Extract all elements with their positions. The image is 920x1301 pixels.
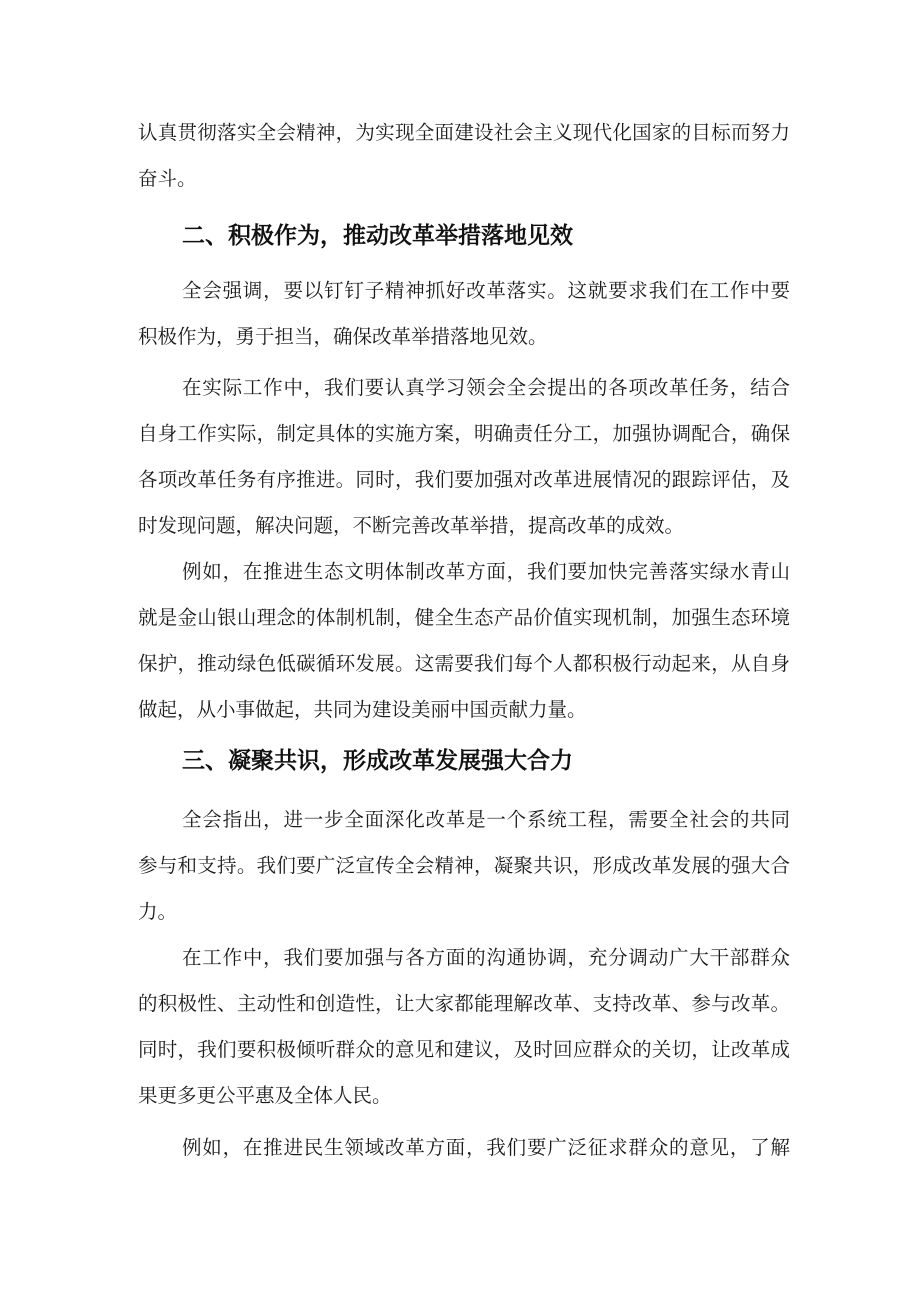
text-line: 例如，在推进生态文明体制改革方面，我们要加快完善落实绿水青山 <box>182 560 790 583</box>
text-line: 奋斗。 <box>138 167 197 190</box>
section-heading-3: 三、凝聚共识，形成改革发展强大合力 <box>182 748 573 774</box>
paragraph <box>138 549 790 733</box>
section-heading-2: 二、积极作为，推动改革举措落地见效 <box>182 223 573 249</box>
paragraph <box>138 1125 790 1171</box>
text-line: 果更多更公平惠及全体人民。 <box>138 1084 392 1107</box>
text-line: 同时，我们要积极倾听群众的意见和建议，及时回应群众的关切，让改革成 <box>138 1038 790 1061</box>
text-line: 各项改革任务有序推进。同时，我们要加强对改革进展情况的跟踪评估，及 <box>138 468 790 491</box>
paragraph <box>138 797 790 935</box>
text-line: 积极作为，勇于担当，确保改革举措落地见效。 <box>138 325 548 348</box>
text-line: 做起，从小事做起，共同为建设美丽中国贡献力量。 <box>138 698 587 721</box>
paragraph-continuation <box>138 110 790 202</box>
text-line: 就是金山银山理念的体制机制，健全生态产品价值实现机制，加强生态环境 <box>138 606 790 629</box>
text-line: 时发现问题，解决问题，不断完善改革举措，提高改革的成效。 <box>138 514 685 537</box>
paragraph <box>138 268 790 360</box>
text-line: 在实际工作中，我们要认真学习领会全会提出的各项改革任务，结合 <box>182 376 790 399</box>
text-line: 自身工作实际，制定具体的实施方案，明确责任分工，加强协调配合，确保 <box>138 422 790 445</box>
text-line: 参与和支持。我们要广泛宣传全会精神，凝聚共识，形成改革发展的强大合 <box>138 854 790 877</box>
text-line: 例如，在推进民生领域改革方面，我们要广泛征求群众的意见，了解 <box>182 1136 790 1159</box>
text-line: 保护，推动绿色低碳循环发展。这需要我们每个人都积极行动起来，从自身 <box>138 652 790 675</box>
text-line: 在工作中，我们要加强与各方面的沟通协调，充分调动广大干部群众 <box>182 946 790 969</box>
text-line: 全会指出，进一步全面深化改革是一个系统工程，需要全社会的共同 <box>182 808 790 831</box>
paragraph <box>138 365 790 549</box>
text-line: 全会强调，要以钉钉子精神抓好改革落实。这就要求我们在工作中要 <box>182 279 790 302</box>
text-line: 力。 <box>138 900 178 923</box>
text-line: 的积极性、主动性和创造性，让大家都能理解改革、支持改革、参与改革。 <box>138 992 790 1015</box>
text-line: 认真贯彻落实全会精神，为实现全面建设社会主义现代化国家的目标而努力 <box>138 121 790 144</box>
paragraph <box>138 935 790 1119</box>
